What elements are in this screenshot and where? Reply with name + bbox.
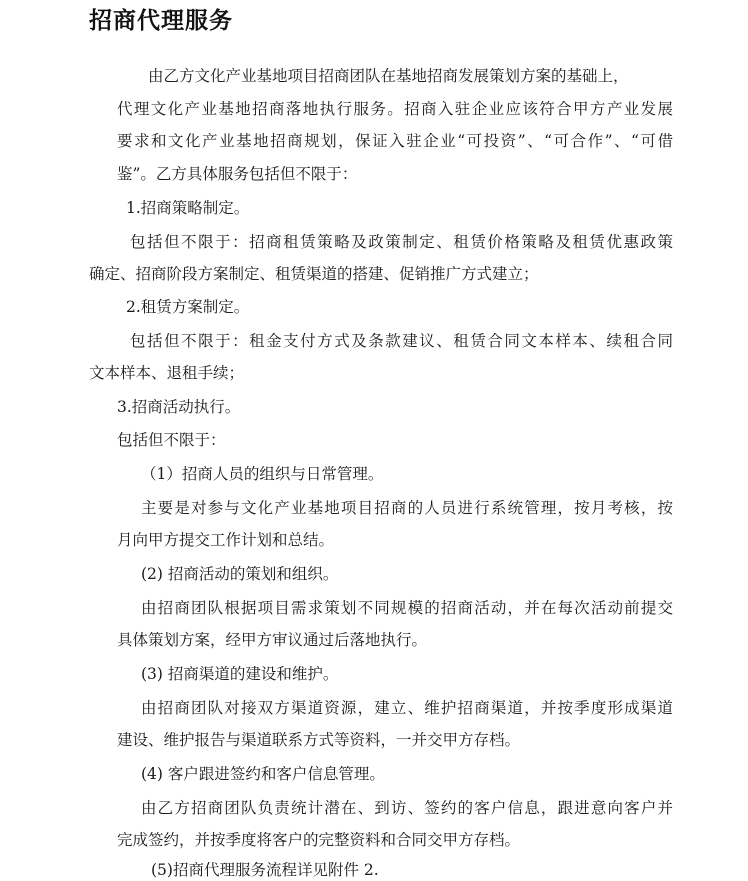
section-line: 文本样本、退租手续； — [89, 364, 245, 382]
intro-line: 鉴”。乙方具体服务包括但不限于： — [117, 165, 358, 183]
section-heading: 1.招商策略制定。 — [126, 199, 250, 217]
item-heading: （1）招商人员的组织与日常管理。 — [141, 465, 384, 483]
intro-line: 由乙方文化产业基地项目招商团队在基地招商发展策划方案的基础上， — [148, 67, 629, 85]
item-heading: (2) 招商活动的策划和组织。 — [141, 565, 339, 583]
item-line: 主要是对参与文化产业基地项目招商的人员进行系统管理，按月考核，按 — [141, 499, 673, 517]
item-line: 由招商团队根据项目需求策划不同规模的招商活动，并在每次活动前提交 — [141, 599, 673, 617]
section-heading: 3.招商活动执行。 — [117, 398, 241, 416]
section-line: 确定、招商阶段方案制定、租赁渠道的搭建、促销推广方式建立； — [89, 265, 539, 283]
intro-line: 要求和文化产业基地招商规划，保证入驻企业“可投资”、“可合作”、“可借 — [117, 132, 673, 150]
item-line: 由乙方招商团队负责统计潜在、到访、签约的客户信息，跟进意向客户并 — [141, 799, 673, 817]
section-heading: 2.租赁方案制定。 — [126, 298, 250, 316]
section-line: 包括但不限于：招商租赁策略及政策制定、租赁价格策略及租赁优惠政策 — [130, 233, 673, 251]
item-line: 建设、维护报告与渠道联系方式等资料，一并交甲方存档。 — [117, 731, 521, 749]
intro-line: 代理文化产业基地招商落地执行服务。招商入驻企业应该符合甲方产业发展 — [117, 100, 673, 118]
item-line: 完成签约，并按季度将客户的完整资料和合同交甲方存档。 — [117, 831, 521, 849]
section-line: 包括但不限于： — [117, 431, 226, 449]
section-line: 包括但不限于：租金支付方式及条款建议、租赁合同文本样本、续租合同 — [130, 332, 673, 350]
item-line: 由招商团队对接双方渠道资源，建立、维护招商渠道，并按季度形成渠道 — [141, 699, 673, 717]
item-heading: (3) 招商渠道的建设和维护。 — [141, 665, 339, 683]
item-heading: (5)招商代理服务流程详见附件 2. — [151, 861, 379, 879]
item-line: 月向甲方提交工作计划和总结。 — [117, 531, 335, 549]
page-title: 招商代理服务 — [89, 8, 233, 34]
item-heading: (4) 客户跟进签约和客户信息管理。 — [141, 765, 385, 783]
item-line: 具体策划方案，经甲方审议通过后落地执行。 — [117, 631, 428, 649]
